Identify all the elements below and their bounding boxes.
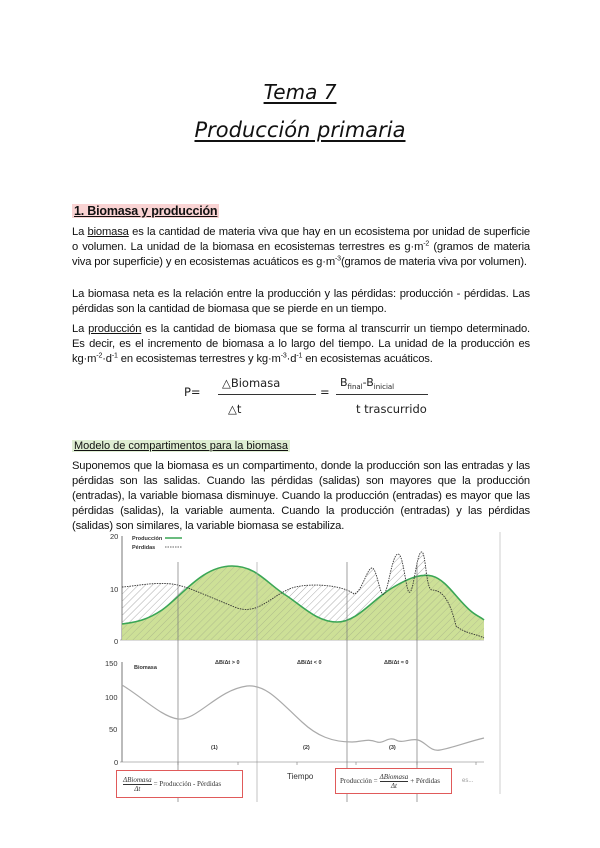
paragraph-modelo: Suponemos que la biomasa es un compartimento, donde la producción son las entradas y las pérdidas son las salidas. Cuando las pérdidas (salidas) son mayores que la producción (entradas), la variable biomasa disminuye. Cuando la producción (entradas) es mayor que las pérdidas (salidas), la variable aumenta. Cuando la producción (entradas) y las pérdidas (salidas) son similares, la variable biomasa se estabiliza.: [72, 460, 530, 532]
svg-text:10: 10: [110, 585, 119, 594]
svg-text:0: 0: [114, 637, 119, 646]
svg-text:150: 150: [105, 659, 118, 668]
svg-text:ΔB/Δt < 0: ΔB/Δt < 0: [297, 660, 322, 666]
svg-text:(1): (1): [211, 745, 218, 751]
formula-box-production: Producción = $\frac{\text{ΔBiomasa}}{\Delta t}$ + Pérdidas: [335, 768, 452, 794]
formula-denominator-2: t trascurrido: [356, 402, 427, 416]
paragraph-produccion-definition: La producción es la cantidad de biomasa que se forma al transcurrir un tiempo determinado. Es decir, es el incremento de biomasa a lo largo del tiempo. La unidad de la producción es $kg\cdot m^{-2}\cdot d^{-1}$ en ecosistemas terrestres y $kg\cdot m^{-3}\cdot d^{-1}$ en ecosistemas acuáticos.: [72, 323, 530, 365]
paragraph-biomasa-definition: La biomasa es la cantidad de materia viva que hay en un ecosistema por unidad de superficie o volumen. La unidad de la biomasa en ecosistemas terrestres es $g\cdot m^{-2}$ (gramos de materia viva por superficie) y en ecosistemas acuáticos es $g\cdot m^{-3}(gramos$ de materia viva por volumen).: [72, 226, 531, 268]
svg-text:50: 50: [109, 725, 118, 734]
figure-chart-svg: [92, 532, 508, 804]
svg-text:20: 20: [110, 532, 119, 541]
fraction-bar: [336, 394, 428, 395]
term-biomasa: biomasa: [87, 226, 129, 238]
biomass-compartment-figure: [92, 532, 508, 804]
svg-text:100: 100: [105, 693, 118, 702]
formula-denominator-1: △t: [228, 402, 242, 416]
biomass-chart: [105, 659, 484, 767]
term-produccion: producción: [88, 323, 142, 335]
production-losses-chart: [110, 532, 484, 802]
legend-produccion: Producción: [132, 536, 163, 542]
fraction-bar: [218, 394, 316, 395]
svg-text:ΔB/Δt > 0: ΔB/Δt > 0: [215, 660, 240, 666]
page-subtitle: Producción primaria: [194, 118, 406, 142]
svg-text:(2): (2): [303, 745, 310, 751]
svg-text:0: 0: [114, 758, 119, 767]
x-axis-label: Tiempo: [287, 772, 314, 781]
section-heading-biomasa: 1. Biomasa y producción: [74, 204, 218, 218]
section-heading-modelo: Modelo de compartimentos para la biomasa: [74, 440, 289, 452]
formula-numerator-2: $B_{final}-B_{inicial}$: [340, 376, 395, 392]
formula-equals: =: [320, 385, 330, 399]
svg-text:(3): (3): [389, 745, 396, 751]
paragraph-biomasa-neta: La biomasa neta es la relación entre la producción y las pérdidas: producción - pérdidas. Las pérdidas son la cantidad de biomasa que se pierde en un tiempo.: [72, 288, 530, 315]
formula-lhs: P=: [184, 385, 201, 399]
page-title: Tema 7: [263, 80, 337, 104]
svg-text:ΔB/Δt ≈ 0: ΔB/Δt ≈ 0: [384, 660, 409, 666]
legend-perdidas: Pérdidas: [132, 545, 156, 551]
production-formula: [180, 376, 430, 424]
trailing-text: es...: [462, 778, 474, 784]
formula-box-biomass-change: $\frac{\text{ΔBiomasa}}{\Delta t}$ = Producción - Pérdidas: [116, 770, 243, 798]
svg-text:Biomasa: Biomasa: [134, 665, 157, 671]
formula-numerator-1: △Biomasa: [222, 376, 281, 390]
